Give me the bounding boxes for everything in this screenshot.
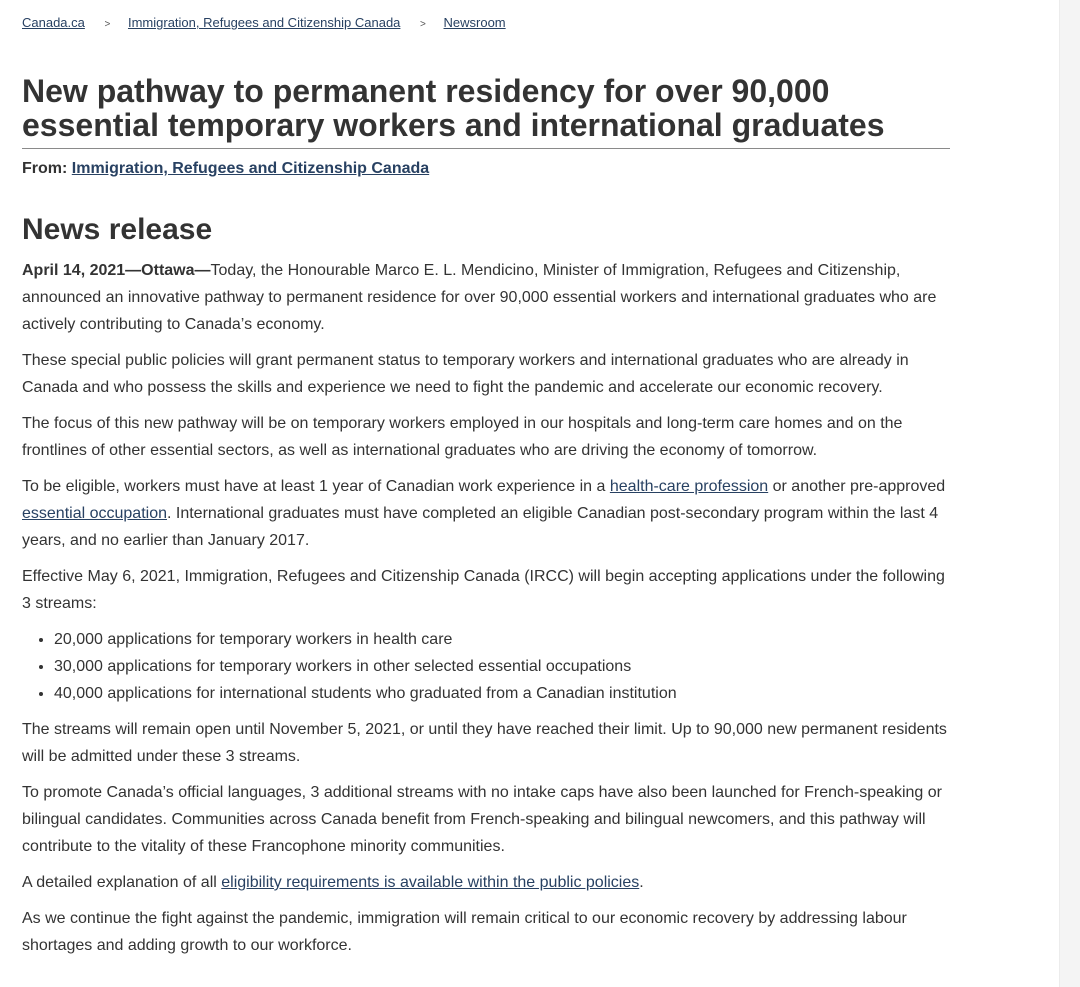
- eligibility-text-3: . International graduates must have completed an eligible Canadian post-secondary program within the last 4 years, and no earlier than January 2017.: [22, 505, 939, 549]
- eligibility-requirements-link[interactable]: eligibility requirements is available within the public policies: [221, 874, 640, 891]
- breadcrumb-newsroom-link[interactable]: Newsroom: [443, 15, 506, 30]
- paragraph-intro-text: Today, the Honourable Marco E. L. Mendicino, Minister of Immigration, Refugees and Citizenship, announced an innovative pathway to permanent residence for over 90,000 essential workers and international graduates who are actively contributing to Canada’s economy.: [22, 262, 937, 333]
- breadcrumb-separator: >: [104, 19, 111, 30]
- list-item: • 40,000 applications for international students who graduated from a Canadian institution: [54, 680, 952, 707]
- breadcrumb-canada-link[interactable]: Canada.ca: [22, 15, 85, 30]
- paragraph-intro: [22, 257, 952, 338]
- from-department-link[interactable]: Immigration, Refugees and Citizenship Canada: [71, 160, 430, 177]
- eligibility-text-1: To be eligible, workers must have at least 1 year of Canadian work experience in a: [22, 478, 610, 495]
- paragraph-streams-intro: Effective May 6, 2021, Immigration, Refugees and Citizenship Canada (IRCC) will begin accepting applications under the following 3 streams:: [22, 568, 945, 612]
- page-title: New pathway to permanent residency for over 90,000 essential temporary workers and international graduates: [22, 74, 950, 149]
- eligibility-text-2: or another pre-approved: [768, 478, 946, 495]
- from-label: From:: [22, 160, 68, 177]
- paragraph-pandemic: As we continue the fight against the pandemic, immigration will remain critical to our economic recovery by addressing labour shortages and adding growth to our workforce.: [22, 910, 907, 954]
- health-care-profession-link[interactable]: health-care profession: [609, 478, 769, 495]
- list-item: • 30,000 applications for temporary workers in other selected essential occupations: [54, 653, 952, 680]
- explanation-text-1: A detailed explanation of all: [22, 874, 222, 891]
- essential-occupation-link[interactable]: essential occupation: [22, 505, 167, 522]
- paragraph-special-policies: These special public policies will grant permanent status to temporary workers and international graduates who are already in Canada and who possess the skills and experience we need to fight the pandemic and accelerate our economic recovery.: [22, 352, 909, 396]
- breadcrumb-separator: >: [420, 19, 426, 30]
- article-body: [22, 257, 952, 968]
- dateline: April 14, 2021—Ottawa—: [22, 262, 211, 279]
- paragraph-eligibility: [22, 473, 952, 554]
- page-scroll-gutter: [1059, 0, 1080, 987]
- section-heading: News release: [22, 213, 213, 246]
- explanation-text-2: .: [639, 874, 644, 891]
- paragraph-streams-open: The streams will remain open until November 5, 2021, or until they have reached their limit. Up to 90,000 new permanent residents will be admitted under these 3 streams.: [22, 721, 947, 765]
- from-line: [22, 160, 429, 178]
- paragraph-focus: The focus of this new pathway will be on temporary workers employed in our hospitals and long-term care homes and on the frontlines of other essential sectors, as well as international graduates who are driving the economy of tomorrow.: [22, 415, 903, 459]
- streams-list: [22, 626, 952, 707]
- list-item: • 20,000 applications for temporary workers in health care: [54, 626, 952, 653]
- paragraph-official-languages: To promote Canada’s official languages, 3 additional streams with no intake caps have also been launched for French-speaking or bilingual candidates. Communities across Canada benefit from French-speaking and bilingual newcomers, and this pathway will contribute to the vitality of these Francophone minority communities.: [22, 784, 942, 855]
- breadcrumb: [22, 15, 506, 30]
- paragraph-detailed-explanation: [22, 869, 952, 896]
- breadcrumb-ircc-link[interactable]: Immigration, Refugees and Citizenship Canada: [127, 15, 401, 30]
